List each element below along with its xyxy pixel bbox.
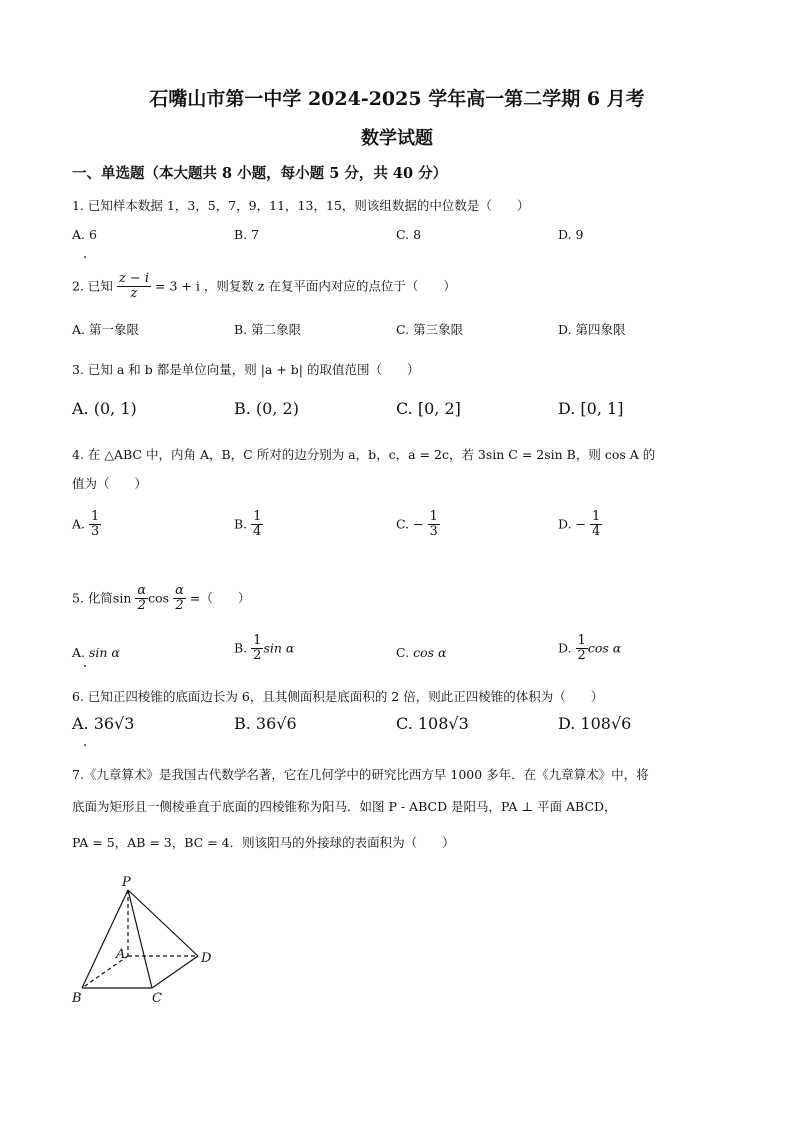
question-4-line-2: 值为（ ） <box>72 476 148 491</box>
q5-fraction-2 <box>173 584 186 614</box>
question-7-line-3: PA = 5，AB = 3，BC = 4．则该阳马的外接球的表面积为（ ） <box>72 835 455 850</box>
q4-option-d[interactable] <box>558 510 602 540</box>
q1-option-b[interactable]: B. 7 <box>234 227 260 242</box>
label-d: D <box>201 951 212 966</box>
q5-option-d-num: 1 <box>577 633 586 648</box>
q4-option-d-den: 4 <box>592 524 601 540</box>
q6-option-d[interactable] <box>558 714 631 733</box>
q6-option-c[interactable] <box>396 714 469 733</box>
q5-option-c-label: C. <box>396 645 410 660</box>
q6-option-b-text: B. 36√6 <box>234 714 297 733</box>
q2-prefix: 2. 已知 <box>72 278 113 294</box>
q4-option-a-fraction <box>89 510 101 540</box>
q3-option-c-text: C. [0, 2] <box>396 399 461 418</box>
q6-option-d-text: D. 108√6 <box>558 714 632 733</box>
pyramid-figure <box>60 870 230 1010</box>
q5-fraction-1-den: 2 <box>137 598 146 614</box>
stray-dot <box>84 665 86 667</box>
q4-option-a[interactable] <box>72 510 101 540</box>
q4-option-a-den: 3 <box>91 524 100 540</box>
q5-fraction-2-num: α <box>175 583 184 598</box>
q5-option-d-label: D. <box>558 640 572 656</box>
q4-option-a-num: 1 <box>91 509 100 524</box>
q5-fraction-1-num: α <box>137 583 147 598</box>
q5-option-d-fraction <box>576 634 588 664</box>
q6-option-a[interactable] <box>72 714 134 733</box>
q5-option-b-num: 1 <box>253 633 262 648</box>
q5-prefix: 5. 化简 <box>72 590 113 606</box>
edge-pc <box>128 890 152 988</box>
label-p: P <box>122 875 131 890</box>
q4-option-d-fraction <box>590 510 602 540</box>
q2-fraction-denominator: z <box>130 286 138 302</box>
q1-option-c[interactable]: C. 8 <box>396 227 422 242</box>
q1-option-d[interactable]: D. 9 <box>558 227 584 242</box>
q3-option-a[interactable] <box>72 399 137 418</box>
label-a: A <box>116 947 126 962</box>
q5-fraction-2-den: 2 <box>175 598 184 614</box>
q3-option-b-text: B. (0, 2) <box>234 399 299 418</box>
edge-pb <box>82 890 128 988</box>
question-6-stem: 6. 已知正四棱锥的底面边长为 6，且其侧面积是底面积的 2 倍，则此正四棱锥的体积为（ ） <box>72 689 604 704</box>
q1-option-a[interactable]: A. 6 <box>72 227 97 242</box>
stray-dot <box>84 256 86 258</box>
q4-option-d-sign: − <box>575 516 587 532</box>
q4-option-c-sign: − <box>413 516 424 532</box>
q4-option-c-label: C. <box>396 516 410 532</box>
q4-option-b-label: B. <box>234 516 248 532</box>
question-5-stem <box>72 584 250 614</box>
q2-option-b[interactable]: B. 第二象限 <box>234 322 302 337</box>
q4-option-a-label: A. <box>72 516 86 532</box>
q5-option-c-text: cos α <box>413 645 447 660</box>
q5-option-b-label: B. <box>234 640 248 656</box>
edge-cd <box>152 956 198 988</box>
q4-option-c-den: 3 <box>429 524 438 540</box>
section-heading: 一、单选题（本大题共 8 小题，每小题 5 分，共 40 分） <box>72 165 448 182</box>
edge-pd <box>128 890 198 956</box>
q5-option-a-label: A. <box>72 645 86 660</box>
q3-option-d[interactable] <box>558 399 623 418</box>
label-b: B <box>72 991 82 1006</box>
q2-option-d[interactable]: D. 第四象限 <box>558 322 626 337</box>
q5-option-b-den: 2 <box>253 648 262 664</box>
q5-option-c[interactable] <box>396 645 446 660</box>
q4-option-b-den: 4 <box>253 524 262 540</box>
q5-option-d[interactable] <box>558 634 621 664</box>
q4-option-c-num: 1 <box>429 509 438 524</box>
q4-option-b-fraction <box>251 510 263 540</box>
q6-option-c-text: C. 108√3 <box>396 714 469 733</box>
q3-option-b[interactable] <box>234 399 299 418</box>
q5-option-d-text: cos α <box>587 640 622 656</box>
question-7-line-2: 底面为矩形且一侧棱垂直于底面的四棱锥称为阳马．如图 P - ABCD 是阳马，PA ⊥ 平面 ABCD， <box>72 799 617 814</box>
q4-option-d-num: 1 <box>592 509 601 524</box>
q2-option-c[interactable]: C. 第三象限 <box>396 322 464 337</box>
q2-fraction <box>117 272 151 302</box>
page-subtitle: 数学试题 <box>361 128 433 149</box>
question-2-stem <box>72 272 456 302</box>
q3-option-a-text: A. (0, 1) <box>72 399 137 418</box>
q5-option-d-den: 2 <box>577 648 586 664</box>
q6-option-a-text: A. 36√3 <box>72 714 135 733</box>
q5-fraction-1 <box>135 584 148 614</box>
q5-option-b-fraction <box>251 634 263 664</box>
q5-sin: sin <box>112 590 132 606</box>
page-title: 石嘴山市第一中学 2024-2025 学年高一第二学期 6 月考 <box>149 88 645 110</box>
q5-option-b-text: sin α <box>263 640 295 656</box>
q5-option-a[interactable] <box>72 645 120 660</box>
q4-option-d-label: D. <box>558 516 572 532</box>
question-3-stem: 3. 已知 a 和 b 都是单位向量，则 |a + b| 的取值范围（ ） <box>72 362 420 377</box>
stray-dot <box>84 744 86 746</box>
q5-option-b[interactable] <box>234 634 294 664</box>
q2-fraction-numerator: z − i <box>118 271 150 286</box>
question-7-line-1: 7.《九章算术》是我国古代数学名著，它在几何学中的研究比西方早 1000 多年．在《九章算术》中，将 <box>72 767 649 782</box>
q5-suffix: =（ ） <box>189 590 251 606</box>
q5-option-a-text: sin α <box>89 645 120 660</box>
q2-suffix: = 3 + i ，则复数 z 在复平面内对应的点位于（ ） <box>155 278 456 294</box>
question-4-line-1: 4. 在 △ABC 中，内角 A，B，C 所对的边分别为 a，b，c，a = 2c，若 3sin C = 2sin B，则 cos A 的 <box>72 447 656 462</box>
q3-option-d-text: D. [0, 1] <box>558 399 624 418</box>
q5-cos: cos <box>148 590 170 606</box>
q4-option-c-fraction <box>428 510 440 540</box>
q3-option-c[interactable] <box>396 399 461 418</box>
q6-option-b[interactable] <box>234 714 297 733</box>
question-1-stem: 1. 已知样本数据 1，3，5，7，9，11，13，15，则该组数据的中位数是（ ） <box>72 198 530 213</box>
q4-option-b[interactable] <box>234 510 263 540</box>
q4-option-b-num: 1 <box>253 509 262 524</box>
q4-option-c[interactable] <box>396 510 440 540</box>
q2-option-a[interactable]: A. 第一象限 <box>72 322 139 337</box>
label-c: C <box>152 991 162 1006</box>
